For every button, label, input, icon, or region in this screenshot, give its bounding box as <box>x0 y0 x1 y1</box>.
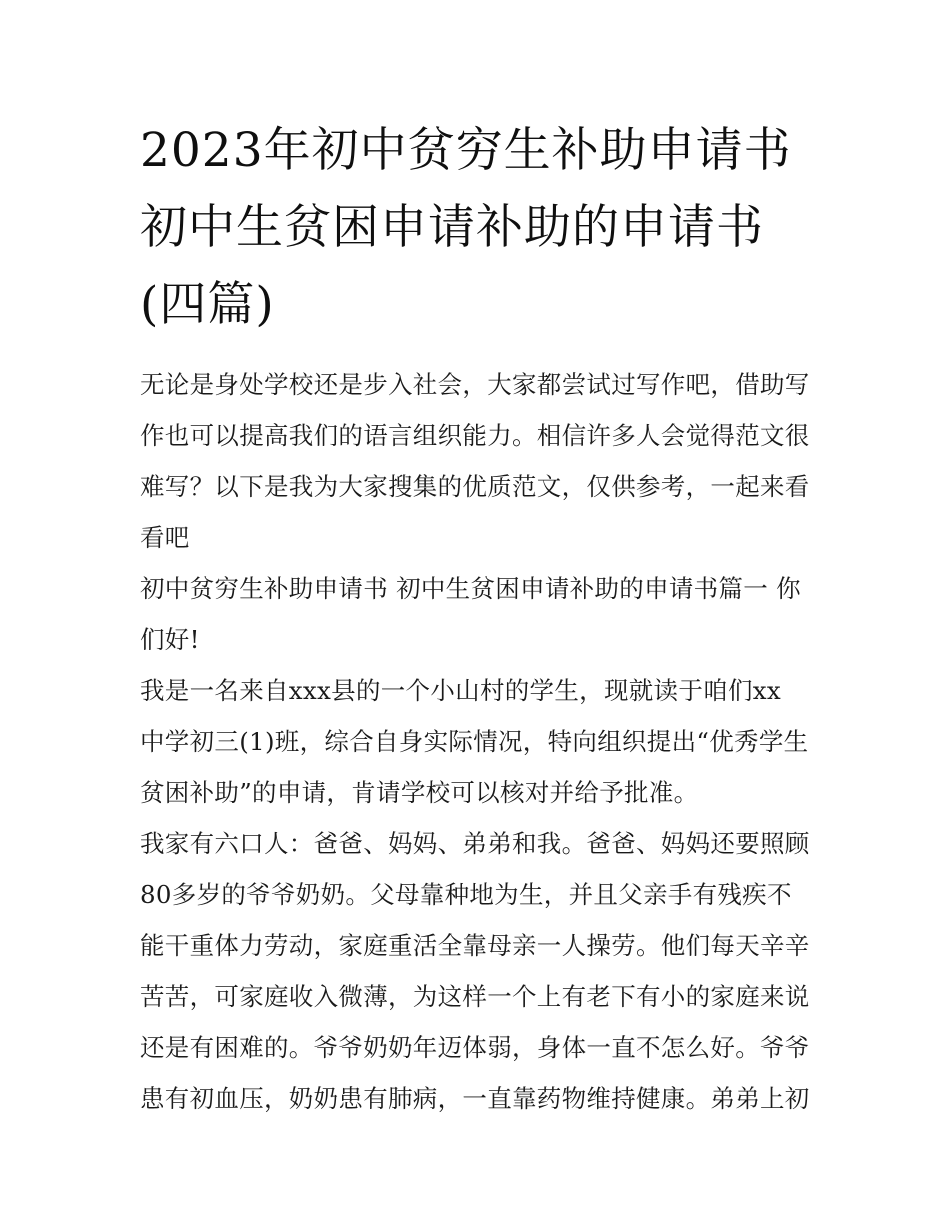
text-line: 看吧 <box>140 523 190 552</box>
paragraph-heading <box>140 563 812 665</box>
paragraph-intro <box>140 359 812 563</box>
document-title <box>140 112 812 343</box>
text-line: 我是一名来自xxx县的一个小山村的学生，现就读于咱们xx <box>140 676 781 705</box>
paragraph-family-situation <box>140 818 812 1124</box>
text-line: 患有初血压，奶奶患有肺病，一直靠药物维持健康。弟弟上初 <box>140 1084 810 1113</box>
document-body <box>140 359 812 1124</box>
text-line: 中学初三(1)班，综合自身实际情况，特向组织提出“优秀学生 <box>140 727 809 756</box>
text-line: 贫困补助”的申请，肯请学校可以核对并给予批准。 <box>140 778 699 807</box>
text-line: 我家有六口人：爸爸、妈妈、弟弟和我。爸爸、妈妈还要照顾 <box>140 829 810 858</box>
title-line-2: 初中生贫困申请补助的申请书 <box>140 200 764 255</box>
text-line: 还是有困难的。爷爷奶奶年迈体弱，身体一直不怎么好。爷爷 <box>140 1033 810 1062</box>
text-line: 无论是身处学校还是步入社会，大家都尝试过写作吧，借助写 <box>140 370 810 399</box>
title-line-3: (四篇) <box>140 277 275 332</box>
title-line-1: 2023年初中贫穷生补助申请书 <box>140 123 792 178</box>
text-line: 难写？以下是我为大家搜集的优质范文，仅供参考，一起来看 <box>140 472 810 501</box>
text-line: 能干重体力劳动，家庭重活全靠母亲一人操劳。他们每天辛辛 <box>140 931 810 960</box>
text-line: 苦苦，可家庭收入微薄，为这样一个上有老下有小的家庭来说 <box>140 982 810 1011</box>
text-line: 作也可以提高我们的语言组织能力。相信许多人会觉得范文很 <box>140 421 810 450</box>
paragraph-self-introduction <box>140 665 812 818</box>
text-line: 们好! <box>140 625 200 654</box>
text-line: 80多岁的爷爷奶奶。父母靠种地为生，并且父亲手有残疾不 <box>140 880 792 909</box>
text-line: 初中贫穷生补助申请书 初中生贫困申请补助的申请书篇一 你 <box>140 574 801 603</box>
